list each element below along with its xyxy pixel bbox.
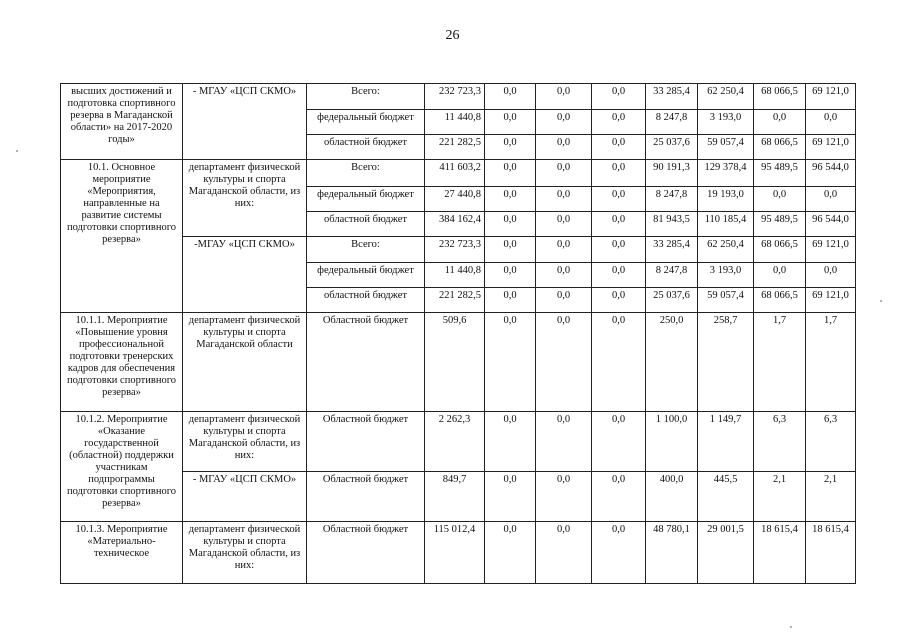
year-value-cell: 2,1 xyxy=(754,472,806,522)
funding-source-cell: областной бюджет xyxy=(307,135,425,160)
funding-source-cell: федеральный бюджет xyxy=(307,263,425,288)
year-value-cell: 0,0 xyxy=(592,237,646,263)
year-value-cell: 0,0 xyxy=(592,160,646,187)
year-value-cell: 0,0 xyxy=(485,313,536,412)
year-value-cell: 33 285,4 xyxy=(646,84,698,110)
year-value-cell: 69 121,0 xyxy=(806,288,856,313)
year-value-cell: 445,5 xyxy=(698,472,754,522)
year-value-cell: 6,3 xyxy=(806,412,856,472)
executor-cell: - МГАУ «ЦСП СКМО» xyxy=(183,84,307,160)
table-row xyxy=(61,313,856,412)
table-row xyxy=(61,84,856,110)
year-value-cell: 68 066,5 xyxy=(754,135,806,160)
total-value-cell: 232 723,3 xyxy=(425,237,485,263)
year-value-cell: 0,0 xyxy=(485,412,536,472)
year-value-cell: 0,0 xyxy=(592,212,646,237)
year-value-cell: 48 780,1 xyxy=(646,522,698,584)
measure-cell: высших достижений и подготовка спортивного резерва в Магаданской области» на 2017-2020 годы» xyxy=(61,84,183,160)
year-value-cell: 19 193,0 xyxy=(698,187,754,212)
funding-source-cell: федеральный бюджет xyxy=(307,110,425,135)
year-value-cell: 3 193,0 xyxy=(698,110,754,135)
year-value-cell: 0,0 xyxy=(592,472,646,522)
year-value-cell: 62 250,4 xyxy=(698,237,754,263)
year-value-cell: 0,0 xyxy=(592,288,646,313)
year-value-cell: 95 489,5 xyxy=(754,212,806,237)
measure-cell: 10.1.1. Мероприятие «Повышение уровня профессиональной подготовки тренерских кадров для обеспечения подготовки спортивного резерва» xyxy=(61,313,183,412)
year-value-cell: 1 100,0 xyxy=(646,412,698,472)
year-value-cell: 110 185,4 xyxy=(698,212,754,237)
year-value-cell: 0,0 xyxy=(806,110,856,135)
total-value-cell: 509,6 xyxy=(425,313,485,412)
year-value-cell: 0,0 xyxy=(485,84,536,110)
year-value-cell: 1 149,7 xyxy=(698,412,754,472)
year-value-cell: 18 615,4 xyxy=(806,522,856,584)
funding-source-cell: Всего: xyxy=(307,84,425,110)
year-value-cell: 0,0 xyxy=(485,472,536,522)
year-value-cell: 0,0 xyxy=(485,135,536,160)
year-value-cell: 81 943,5 xyxy=(646,212,698,237)
year-value-cell: 8 247,8 xyxy=(646,110,698,135)
budget-table xyxy=(60,83,856,584)
year-value-cell: 0,0 xyxy=(536,288,592,313)
year-value-cell: 8 247,8 xyxy=(646,187,698,212)
year-value-cell: 8 247,8 xyxy=(646,263,698,288)
year-value-cell: 25 037,6 xyxy=(646,288,698,313)
funding-source-cell: областной бюджет xyxy=(307,212,425,237)
total-value-cell: 232 723,3 xyxy=(425,84,485,110)
funding-source-cell: Всего: xyxy=(307,160,425,187)
total-value-cell: 411 603,2 xyxy=(425,160,485,187)
total-value-cell: 11 440,8 xyxy=(425,110,485,135)
year-value-cell: 0,0 xyxy=(592,187,646,212)
executor-cell: департамент физической культуры и спорта Магаданской области, из них: xyxy=(183,522,307,584)
funding-source-cell: областной бюджет xyxy=(307,288,425,313)
year-value-cell: 0,0 xyxy=(754,263,806,288)
year-value-cell: 0,0 xyxy=(592,263,646,288)
year-value-cell: 0,0 xyxy=(536,412,592,472)
measure-cell: 10.1.3. Мероприятие «Материально-техническое xyxy=(61,522,183,584)
year-value-cell: 96 544,0 xyxy=(806,160,856,187)
year-value-cell: 0,0 xyxy=(536,522,592,584)
funding-source-cell: Областной бюджет xyxy=(307,472,425,522)
table-row xyxy=(61,412,856,472)
year-value-cell: 0,0 xyxy=(536,160,592,187)
year-value-cell: 0,0 xyxy=(536,313,592,412)
year-value-cell: 0,0 xyxy=(485,237,536,263)
year-value-cell: 0,0 xyxy=(485,212,536,237)
year-value-cell: 0,0 xyxy=(592,110,646,135)
measure-cell: 10.1. Основное мероприятие «Мероприятия, направленные на развитие системы подготовки спортивного резерва» xyxy=(61,160,183,313)
measure-cell: 10.1.2. Мероприятие «Оказание государственной (областной) поддержки участникам подпрограммы подготовки спортивного резерва» xyxy=(61,412,183,522)
year-value-cell: 0,0 xyxy=(536,84,592,110)
year-value-cell: 6,3 xyxy=(754,412,806,472)
year-value-cell: 0,0 xyxy=(536,110,592,135)
year-value-cell: 0,0 xyxy=(592,522,646,584)
year-value-cell: 1,7 xyxy=(806,313,856,412)
total-value-cell: 2 262,3 xyxy=(425,412,485,472)
year-value-cell: 62 250,4 xyxy=(698,84,754,110)
year-value-cell: 29 001,5 xyxy=(698,522,754,584)
total-value-cell: 849,7 xyxy=(425,472,485,522)
total-value-cell: 221 282,5 xyxy=(425,135,485,160)
year-value-cell: 68 066,5 xyxy=(754,288,806,313)
year-value-cell: 0,0 xyxy=(485,160,536,187)
funding-source-cell: Областной бюджет xyxy=(307,522,425,584)
total-value-cell: 221 282,5 xyxy=(425,288,485,313)
page-number: 26 xyxy=(445,28,460,43)
year-value-cell: 59 057,4 xyxy=(698,288,754,313)
year-value-cell: 0,0 xyxy=(592,84,646,110)
funding-source-cell: федеральный бюджет xyxy=(307,187,425,212)
total-value-cell: 384 162,4 xyxy=(425,212,485,237)
funding-source-cell: Областной бюджет xyxy=(307,412,425,472)
year-value-cell: 3 193,0 xyxy=(698,263,754,288)
year-value-cell: 95 489,5 xyxy=(754,160,806,187)
funding-source-cell: Областной бюджет xyxy=(307,313,425,412)
year-value-cell: 0,0 xyxy=(536,187,592,212)
executor-cell: департамент физической культуры и спорта Магаданской области, из них: xyxy=(183,412,307,472)
year-value-cell: 0,0 xyxy=(592,412,646,472)
year-value-cell: 0,0 xyxy=(754,110,806,135)
table-row xyxy=(61,522,856,584)
scan-speck xyxy=(16,150,18,152)
year-value-cell: 0,0 xyxy=(754,187,806,212)
year-value-cell: 59 057,4 xyxy=(698,135,754,160)
year-value-cell: 0,0 xyxy=(485,263,536,288)
year-value-cell: 0,0 xyxy=(485,522,536,584)
scan-speck xyxy=(880,300,882,302)
scan-speck xyxy=(790,626,792,628)
year-value-cell: 1,7 xyxy=(754,313,806,412)
year-value-cell: 0,0 xyxy=(485,110,536,135)
year-value-cell: 0,0 xyxy=(536,135,592,160)
executor-cell: департамент физической культуры и спорта Магаданской области, из них: xyxy=(183,160,307,237)
year-value-cell: 258,7 xyxy=(698,313,754,412)
year-value-cell: 2,1 xyxy=(806,472,856,522)
year-value-cell: 33 285,4 xyxy=(646,237,698,263)
total-value-cell: 11 440,8 xyxy=(425,263,485,288)
year-value-cell: 0,0 xyxy=(592,313,646,412)
year-value-cell: 96 544,0 xyxy=(806,212,856,237)
executor-cell: - МГАУ «ЦСП СКМО» xyxy=(183,472,307,522)
year-value-cell: 129 378,4 xyxy=(698,160,754,187)
funding-source-cell: Всего: xyxy=(307,237,425,263)
year-value-cell: 0,0 xyxy=(536,263,592,288)
year-value-cell: 0,0 xyxy=(485,288,536,313)
year-value-cell: 0,0 xyxy=(536,237,592,263)
year-value-cell: 69 121,0 xyxy=(806,237,856,263)
year-value-cell: 18 615,4 xyxy=(754,522,806,584)
executor-cell: департамент физической культуры и спорта Магаданской области xyxy=(183,313,307,412)
year-value-cell: 69 121,0 xyxy=(806,135,856,160)
year-value-cell: 250,0 xyxy=(646,313,698,412)
year-value-cell: 0,0 xyxy=(485,187,536,212)
year-value-cell: 400,0 xyxy=(646,472,698,522)
year-value-cell: 0,0 xyxy=(806,263,856,288)
year-value-cell: 0,0 xyxy=(592,135,646,160)
year-value-cell: 68 066,5 xyxy=(754,84,806,110)
year-value-cell: 69 121,0 xyxy=(806,84,856,110)
year-value-cell: 0,0 xyxy=(806,187,856,212)
year-value-cell: 25 037,6 xyxy=(646,135,698,160)
year-value-cell: 0,0 xyxy=(536,472,592,522)
executor-cell: -МГАУ «ЦСП СКМО» xyxy=(183,237,307,313)
year-value-cell: 90 191,3 xyxy=(646,160,698,187)
year-value-cell: 0,0 xyxy=(536,212,592,237)
table-row xyxy=(61,160,856,187)
total-value-cell: 115 012,4 xyxy=(425,522,485,584)
total-value-cell: 27 440,8 xyxy=(425,187,485,212)
year-value-cell: 68 066,5 xyxy=(754,237,806,263)
